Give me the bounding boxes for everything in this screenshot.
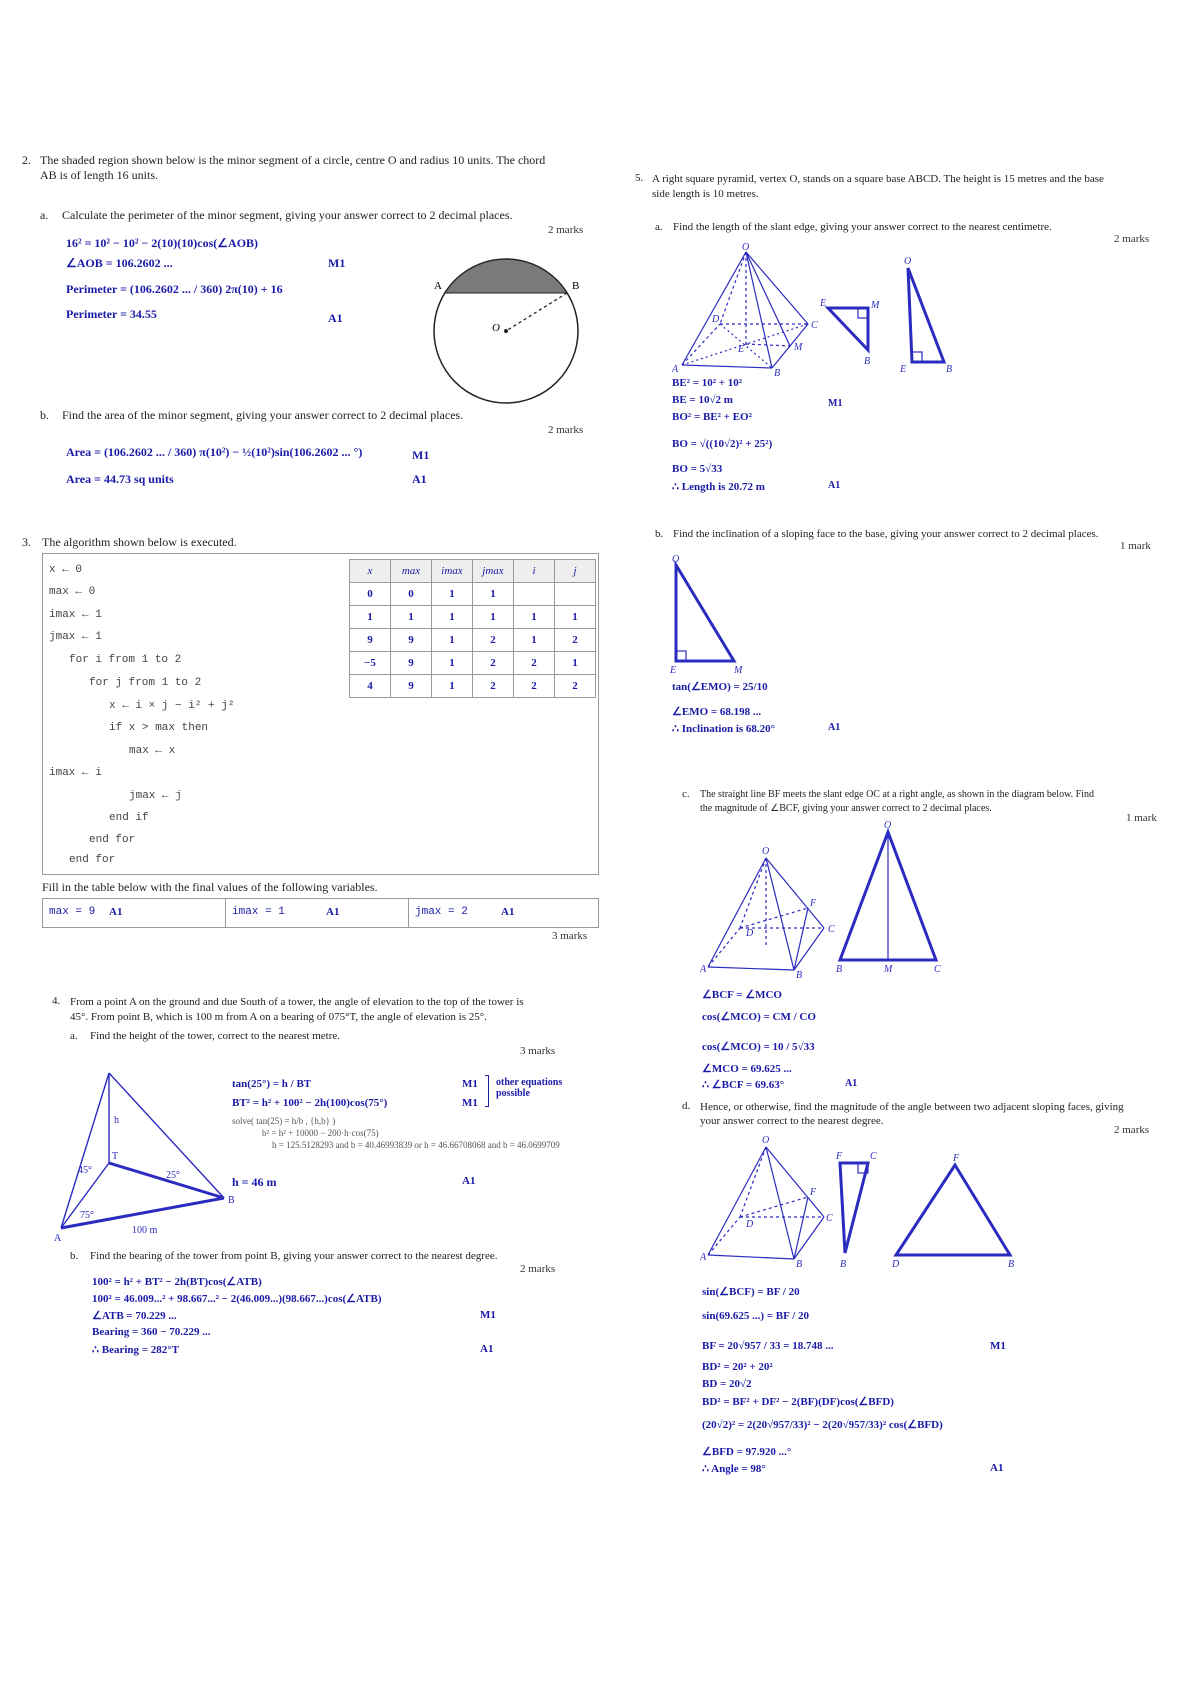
table-header: max — [391, 560, 432, 583]
q5a-label: a. — [655, 221, 663, 233]
table-cell: 9 — [391, 629, 432, 652]
q5a-line4: BO = √((10√2)² + 25²) — [672, 438, 773, 450]
q3-intro: The algorithm shown below is executed. — [42, 535, 237, 549]
q5a-marks: 2 marks — [1114, 233, 1150, 245]
q5c-label: c. — [682, 788, 690, 800]
q5c-label-d: D — [746, 928, 754, 939]
q5d-line1: sin(∠BCF) = BF / 20 — [702, 1286, 800, 1298]
q4-number: 4. — [52, 995, 61, 1007]
q4-label-b: B — [228, 1195, 235, 1206]
q5b-diagram — [668, 553, 758, 678]
q2b-question: Find the area of the minor segment, giving your answer correct to 2 decimal places. — [62, 408, 464, 422]
q3-answer-cell — [43, 899, 226, 927]
q3-code-line: for j from 1 to 2 — [89, 677, 202, 689]
q5c-marks: 1 mark — [1126, 812, 1157, 824]
q5b-line2: ∠EMO = 68.198 ... — [672, 706, 762, 718]
q5a-label-e3: E — [900, 364, 907, 375]
table-cell: 9 — [391, 675, 432, 698]
q3-code-line: x ← i × j − i² + j² — [109, 700, 235, 712]
q3-answer-max: max = 9 — [49, 906, 96, 918]
q3-code-line: max ← 0 — [49, 586, 96, 598]
table-cell: 1 — [432, 652, 473, 675]
q5c-label-a: A — [700, 964, 707, 975]
q5c-label-c: C — [828, 924, 835, 935]
q2b-line1-mark: M1 — [412, 448, 430, 462]
q4a-note-line1: other equations — [496, 1077, 563, 1088]
table-cell: 2 — [473, 629, 514, 652]
q5b-line3: ∴ Inclination is 68.20° — [672, 723, 776, 735]
table-cell: 1 — [555, 606, 596, 629]
q3-code-line: end if — [109, 812, 149, 824]
q5c-label-b2: B — [836, 964, 843, 975]
table-cell: 2 — [555, 629, 596, 652]
q3-code-line: max ← x — [129, 745, 176, 757]
q4b-line5-mark: A1 — [480, 1343, 494, 1355]
q4-label-25: 25° — [166, 1170, 180, 1181]
q5d-label-o: O — [762, 1135, 770, 1146]
q4-label-h: h — [114, 1115, 119, 1126]
q5c-label-b: B — [796, 970, 803, 980]
q4a-line2: BT² = h² + 100² − 2h(100)cos(75°) — [232, 1097, 388, 1109]
q5b-line3-mark: A1 — [828, 722, 841, 733]
q5d-label-d2: D — [892, 1259, 900, 1270]
q5b-label: b. — [655, 528, 664, 540]
q5d-question-line2: your answer correct to the nearest degree. — [700, 1115, 884, 1127]
table-row — [350, 652, 596, 675]
q5c-line3: cos(∠MCO) = 10 / 5√33 — [702, 1041, 815, 1053]
q4-intro — [70, 995, 590, 1025]
table-cell: 2 — [514, 652, 555, 675]
table-header: i — [514, 560, 555, 583]
q5d-line3: BF = 20√957 / 33 = 18.748 ... — [702, 1340, 834, 1352]
q5b-question: Find the inclination of a sloping face to the base, giving your answer correct to 2 decimal places. — [673, 528, 1099, 540]
q5c-line5: ∴ ∠BCF = 69.63° — [702, 1079, 785, 1091]
q2b-label: b. — [40, 408, 49, 422]
q5a-label-m2: M — [871, 300, 880, 311]
q3-number: 3. — [22, 535, 31, 549]
q5a-diagrams — [668, 240, 968, 380]
q3-fill-prompt: Fill in the table below with the final values of the following variables. — [42, 880, 378, 894]
table-cell: 1 — [432, 675, 473, 698]
q3-marks: 3 marks — [552, 930, 588, 942]
q5-intro-line2: side length is 10 metres. — [652, 188, 759, 200]
q2b-marks: 2 marks — [548, 424, 584, 436]
q4a-line1: tan(25°) = h / BT — [232, 1078, 312, 1090]
q3-answer-cell — [409, 899, 597, 927]
q5d-label-f: F — [810, 1187, 817, 1198]
table-cell: 0 — [350, 583, 391, 606]
table-header: imax — [432, 560, 473, 583]
q3-answer-box — [42, 898, 599, 928]
q5b-label-m: M — [734, 665, 743, 676]
q2a-line4: Perimeter = 34.55 — [66, 307, 157, 321]
q2b-line1: Area = (106.2602 ... / 360) π(10²) − ½(10²)sin(106.2602 ... °) — [66, 445, 363, 459]
q5c-line4: ∠MCO = 69.625 ... — [702, 1063, 792, 1075]
table-cell: 0 — [391, 583, 432, 606]
q3-code-line: imax ← i — [49, 767, 102, 779]
q2-intro-line1: The shaded region shown below is the minor segment of a circle, centre O and radius 10 units. The chord — [40, 153, 546, 167]
q3-code-line: end for — [69, 854, 116, 866]
q2a-marks: 2 marks — [548, 224, 584, 236]
q3-algorithm-box — [42, 553, 599, 875]
q4b-line3-mark: M1 — [480, 1309, 496, 1321]
q5c-label-m: M — [884, 964, 893, 975]
q5d-line9-mark: A1 — [990, 1462, 1004, 1474]
table-header: jmax — [473, 560, 514, 583]
table-cell: 1 — [473, 606, 514, 629]
q2a-question: Calculate the perimeter of the minor segment, giving your answer correct to 2 decimal places. — [62, 208, 513, 222]
q5a-line6: ∴ Length is 20.72 m — [672, 481, 765, 493]
q4a-solve-line2: b² = h² + 10000 − 200·h·cos(75) — [262, 1128, 379, 1138]
q4b-line3: ∠ATB = 70.229 ... — [92, 1310, 177, 1322]
q4b-line1: 100² = h² + BT² − 2h(BT)cos(∠ATB) — [92, 1276, 262, 1288]
q5a-line6-mark: A1 — [828, 480, 841, 491]
q3-code-line: x ← 0 — [49, 564, 83, 576]
q5-intro — [652, 172, 1172, 202]
q5b-label-o: O — [672, 554, 680, 565]
table-cell: 9 — [350, 629, 391, 652]
q5d-label-f2: F — [836, 1151, 843, 1162]
q4a-solve-line1: solve( tan(25) = h/b , {h,b} ) — [232, 1116, 336, 1126]
q5d-line2: sin(69.625 ...) = BF / 20 — [702, 1310, 810, 1322]
q5a-label-b: B — [774, 368, 781, 379]
q5-intro-line1: A right square pyramid, vertex O, stands on a square base ABCD. The height is 15 metres and the base — [652, 173, 1104, 185]
q5d-question-line1: Hence, or otherwise, find the magnitude of the angle between two adjacent sloping faces, giving — [700, 1101, 1124, 1113]
q4a-solve-line3: h = 125.5128293 and b = 40.46993839 or h = 46.66708068 and b = 46.0699709 — [272, 1140, 560, 1150]
table-header-row — [350, 560, 596, 583]
q3-answer-imax-mark: A1 — [326, 906, 340, 918]
q5d-label: d. — [682, 1100, 691, 1112]
q5d-line6: BD² = BF² + DF² − 2(BF)(DF)cos(∠BFD) — [702, 1396, 894, 1408]
q3-answer-max-mark: A1 — [109, 906, 123, 918]
q5c-label-o: O — [762, 846, 770, 857]
q5d-label-c2: C — [870, 1151, 877, 1162]
q4b-line4: Bearing = 360 − 70.229 ... — [92, 1326, 211, 1338]
q4a-note-line2: possible — [496, 1088, 530, 1099]
q5d-line5: BD = 20√2 — [702, 1378, 752, 1390]
q4-label-45: 45° — [78, 1165, 92, 1176]
q4a-line1-mark: M1 — [462, 1078, 478, 1090]
table-cell: 1 — [432, 583, 473, 606]
table-cell: 1 — [391, 606, 432, 629]
q5d-line4: BD² = 20² + 20² — [702, 1361, 773, 1373]
q4a-question: Find the height of the tower, correct to the nearest metre. — [90, 1030, 341, 1042]
q5d-label-d: D — [746, 1219, 754, 1230]
q5a-label-c: C — [811, 320, 818, 331]
q3-trace-table — [349, 559, 596, 698]
table-cell: −5 — [350, 652, 391, 675]
q5c-line2: cos(∠MCO) = CM / CO — [702, 1011, 816, 1023]
q3-answer-imax: imax = 1 — [232, 906, 285, 918]
table-cell: 4 — [350, 675, 391, 698]
q5a-label-o2: O — [904, 256, 912, 267]
table-cell: 2 — [473, 652, 514, 675]
q5c-line1: ∠BCF = ∠MCO — [702, 989, 782, 1001]
table-cell: 1 — [514, 629, 555, 652]
q2a-label: a. — [40, 208, 49, 222]
q4-label-75: 75° — [80, 1210, 94, 1221]
q2b-line2-mark: A1 — [412, 472, 427, 486]
q5a-line1: BE² = 10² + 10² — [672, 377, 743, 389]
q5c-label-c2: C — [934, 964, 941, 975]
q5d-label-a: A — [700, 1252, 707, 1263]
q5d-line8: ∠BFD = 97.920 ...° — [702, 1446, 792, 1458]
q3-answer-cell — [226, 899, 409, 927]
q4a-line3: h = 46 m — [232, 1175, 277, 1189]
q5a-label-b3: B — [946, 364, 953, 375]
q5a-line2: BE = 10√2 m — [672, 394, 733, 406]
table-cell — [514, 583, 555, 606]
q5a-label-d: D — [712, 314, 720, 325]
q4a-marks: 3 marks — [520, 1045, 556, 1057]
q5c-diagrams — [700, 820, 960, 980]
q5d-line7: (20√2)² = 2(20√957/33)² − 2(20√957/33)² cos(∠BFD) — [702, 1419, 943, 1431]
q4-brace — [485, 1075, 489, 1107]
q5d-label-b2: B — [840, 1259, 847, 1270]
q5-number: 5. — [635, 172, 644, 184]
q5d-label-c: C — [826, 1213, 833, 1224]
table-cell: 1 — [473, 583, 514, 606]
q5a-label-e: E — [738, 344, 745, 355]
table-row — [350, 675, 596, 698]
q5b-marks: 1 mark — [1120, 540, 1151, 552]
q5c-label-f: F — [810, 898, 817, 909]
q3-answer-jmax: jmax = 2 — [415, 906, 468, 918]
q2-label-o: O — [492, 322, 500, 334]
table-cell: 9 — [391, 652, 432, 675]
q3-code-line: if x > max then — [109, 722, 209, 734]
q4b-marks: 2 marks — [520, 1263, 556, 1275]
q5c-line5-mark: A1 — [845, 1078, 858, 1089]
table-cell: 1 — [514, 606, 555, 629]
q3-code-line: jmax ← 1 — [49, 631, 102, 643]
q2a-line2: ∠AOB = 106.2602 ... — [66, 256, 173, 270]
q2-intro — [40, 153, 600, 183]
q3-code-line: for i from 1 to 2 — [69, 654, 182, 666]
table-cell — [555, 583, 596, 606]
q5a-label-o: O — [742, 242, 750, 253]
q4-label-distance: 100 m — [132, 1225, 158, 1236]
q5d-line9: ∴ Angle = 98° — [702, 1463, 766, 1475]
q5d-label-b3: B — [1008, 1259, 1015, 1270]
q5a-label-b2: B — [864, 356, 871, 367]
table-cell: 2 — [473, 675, 514, 698]
table-cell: 1 — [432, 606, 473, 629]
q5c-question — [700, 788, 1180, 816]
q5a-line3: BO² = BE² + EO² — [672, 411, 752, 423]
q2a-line3: Perimeter = (106.2602 ... / 360) 2π(10) + 16 — [66, 282, 283, 296]
q2-intro-line2: AB is of length 16 units. — [40, 168, 159, 182]
q2b-line2: Area = 44.73 sq units — [66, 472, 174, 486]
q5d-label-f3: F — [953, 1153, 960, 1164]
q4b-line2: 100² = 46.009...² + 98.667...² − 2(46.009...)(98.667...)cos(∠ATB) — [92, 1293, 382, 1305]
q3-code-line: imax ← 1 — [49, 609, 102, 621]
q4-tower-diagram — [52, 1063, 242, 1248]
q2-circle-diagram — [420, 255, 600, 415]
table-header: j — [555, 560, 596, 583]
q5d-diagrams — [700, 1135, 1030, 1270]
table-cell: 1 — [350, 606, 391, 629]
table-cell: 2 — [555, 675, 596, 698]
q3-code-line: jmax ← j — [129, 790, 182, 802]
q5a-line5: BO = 5√33 — [672, 463, 723, 475]
q3-answer-jmax-mark: A1 — [501, 906, 515, 918]
q4-intro-line1: From a point A on the ground and due South of a tower, the angle of elevation to the top of the tower is — [70, 996, 524, 1008]
q4-label-a: A — [54, 1233, 62, 1244]
table-cell: 1 — [432, 629, 473, 652]
q4b-line5: ∴ Bearing = 282°T — [92, 1344, 180, 1356]
q4-intro-line2: 45°. From point B, which is 100 m from A on a bearing of 075°T, the angle of elevation is 25°. — [70, 1011, 487, 1023]
q4-label-t: T — [112, 1151, 119, 1162]
q5b-line1: tan(∠EMO) = 25/10 — [672, 681, 768, 693]
table-row — [350, 583, 596, 606]
q4b-label: b. — [70, 1250, 79, 1262]
q5a-question: Find the length of the slant edge, giving your answer correct to the nearest centimetre. — [673, 221, 1052, 233]
q3-code-line: end for — [89, 834, 136, 846]
q2-number: 2. — [22, 153, 31, 167]
q4a-note — [496, 1077, 562, 1099]
q4a-line2-mark: M1 — [462, 1097, 478, 1109]
q2a-line2-mark: M1 — [328, 256, 346, 270]
q5a-label-e2: E — [820, 298, 827, 309]
q5c-question-line2: the magnitude of ∠BCF, giving your answer correct to 2 decimal places. — [700, 803, 992, 814]
q5b-label-e: E — [670, 665, 677, 676]
q2a-line1: 16² = 10² − 10² − 2(10)(10)cos(∠AOB) — [66, 236, 259, 250]
q2a-line4-mark: A1 — [328, 311, 343, 325]
q5d-marks: 2 marks — [1114, 1124, 1150, 1136]
q5d-question — [700, 1100, 1180, 1128]
table-row — [350, 606, 596, 629]
q5a-label-a: A — [672, 364, 679, 375]
table-cell: 2 — [514, 675, 555, 698]
q4a-line3-mark: A1 — [462, 1175, 476, 1187]
q5d-label-b: B — [796, 1259, 803, 1270]
q5c-question-line1: The straight line BF meets the slant edge OC at a right angle, as shown in the diagram below. Find — [700, 789, 1094, 800]
q5c-label-o2: O — [884, 820, 892, 831]
q2-label-b: B — [572, 280, 580, 292]
q2-label-a: A — [434, 280, 442, 292]
q5a-label-m: M — [794, 342, 803, 353]
table-header: x — [350, 560, 391, 583]
q5d-line3-mark: M1 — [990, 1340, 1006, 1352]
table-row — [350, 629, 596, 652]
q4a-solve-screen — [232, 1115, 560, 1151]
q4a-label: a. — [70, 1030, 78, 1042]
table-cell: 1 — [555, 652, 596, 675]
q5a-line2-mark: M1 — [828, 398, 843, 409]
q4b-question: Find the bearing of the tower from point B, giving your answer correct to the nearest degree. — [90, 1250, 498, 1262]
